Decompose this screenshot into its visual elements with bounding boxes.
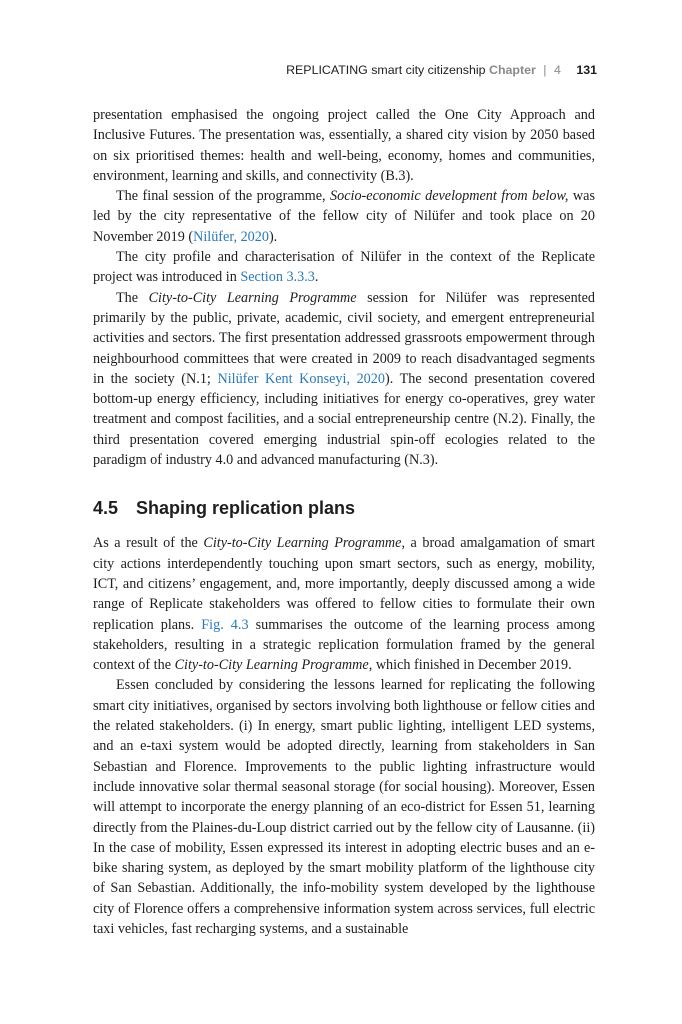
running-title: REPLICATING smart city citizenship [286,63,486,77]
running-header [90,63,597,77]
paragraph-4-text-c: ). The second presentation covered bottom-up energy efficiency, including initiatives for energy co-operatives, grey water treatment and compost facilities, and a social entrepreneurship centre (N.2). Finally, the third presentation covered emerging industrial spin-off ecologies related to the paradigm of industry 4.0 and advanced manufacturing (N.3). [93,370,596,469]
paragraph-4-text-a: The [116,289,149,306]
header-separator: | [543,63,547,77]
paragraph-5-text-b: , a broad amalgamation of smart city actions interdependently touching upon smart sectors, such as energy, mobility, ICT, and citizens’ engagement, and, more importantly, deeply discussed among a wide range of Replicate stakeholders was offered to fellow cities to formulate their own replication plans. [93,535,595,633]
programme-title: City-to-City Learning Programme [148,289,357,306]
citation-link-nilufer-2020[interactable]: Nilüfer, 2020 [193,228,269,245]
body-text [93,105,595,939]
programme-title: City-to-City Learning Programme [203,535,402,552]
paragraph-5-text-a: As a result of the [93,535,204,552]
section-link-3-3-3[interactable]: Section 3.3.3 [240,269,315,286]
section-title: Shaping replication plans [136,498,356,519]
paragraph-3-text-a: The city profile and characterisation of Nilüfer in the context of the Replicate project was introduced in [93,249,595,286]
paragraph-3 [93,247,595,288]
paragraph-6: Essen concluded by considering the lessons learned for replicating the following smart city initiatives, organised by sectors involving both lighthouse or fellow cities and the related stakeholders. (i) In energy, smart public lighting, intelligent LED systems, and an e-taxi system would be adopted directly, learning from stakeholders in San Sebastian and Florence. Improvements to the public lighting infrastructure would include innovative solar thermal seasonal storage (for social housing). Moreover, Essen will attempt to incorporate the energy planning of an eco-district for Essen 51, learning directly from the Plaines-du-Loup district carried out by the fellow city of Lausanne. (ii) In the case of mobility, Essen expressed its interest in adopting electric buses and an e-bike sharing system, as deployed by the smart mobility platform of the lighthouse city of San Sebastian. Additionally, the info-mobility system developed by the lighthouse city of Florence offers a comprehensive information system across services, full electric taxi vehicles, fast recharging systems, and a sustainable [93,677,595,937]
paragraph-1: presentation emphasised the ongoing project called the One City Approach and Inclusive Futures. The presentation was, essentially, a shared city vision by 2050 based on six prioritised themes: health and well-being, economy, homes and communities, environment, learning and skills, and connectivity (B.3). [93,107,595,184]
session-title: Socio-economic development from below, [330,188,569,205]
section-heading [93,497,595,519]
chapter-label: Chapter [489,63,536,77]
paragraph-3-text-b: . [314,269,319,286]
paragraph-2-text-c: ). [268,228,278,245]
paragraph-4 [93,288,595,471]
page-number: 131 [576,63,597,77]
paragraph-5-text-d: which finished in December 2019. [372,657,572,674]
citation-link-nilufer-kent-konseyi[interactable]: Nilüfer Kent Konseyi, 2020 [217,370,385,387]
paragraph-2 [93,186,595,247]
paragraph-5-text-c: summarises the outcome of the learning process among stakeholders, resulting in a strategic replication formulation framed by the general context of the [93,616,595,674]
paragraph-2-text-a: The final session of the programme, [116,188,331,205]
figure-link-4-3[interactable]: Fig. 4.3 [201,616,249,633]
paragraph-2-text-b: was led by the city representative of the fellow city of Nilüfer and took place on 20 November 2019 ( [93,188,595,245]
paragraph-5 [93,533,595,675]
section-number: 4.5 [93,498,119,519]
paragraph-4-text-b: session for Nilüfer was represented primarily by the public, private, academic, civil society, and emergent entrepreneurial activities and sectors. The first presentation addressed grassroots empowerment through neighbourhood committees that were created in 2009 to reach disadvantaged segments in the society (N.1; [93,289,595,387]
chapter-number: 4 [553,63,561,77]
programme-title-2: City-to-City Learning Programme, [174,657,373,674]
